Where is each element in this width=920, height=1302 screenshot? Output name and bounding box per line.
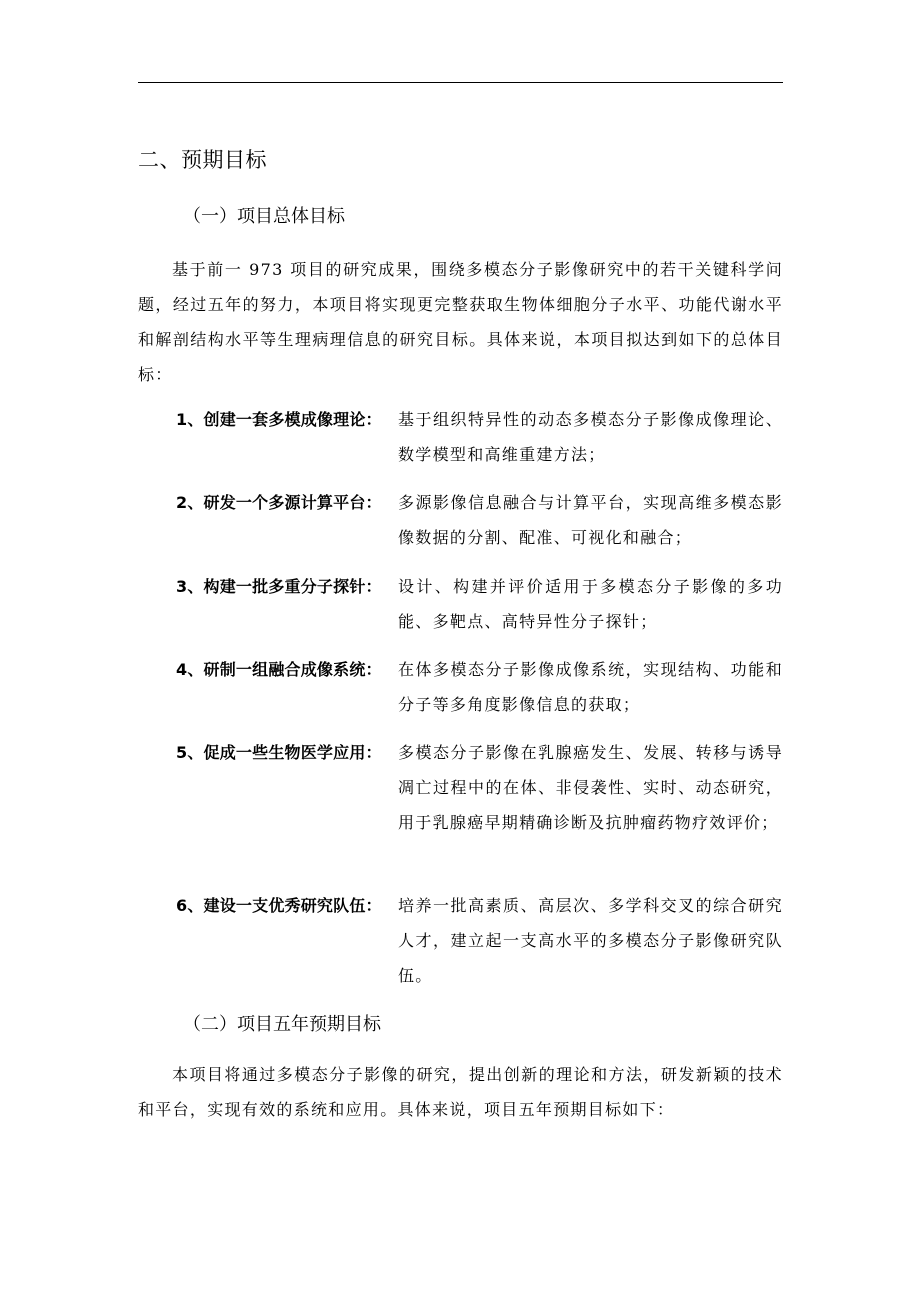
goal-item xyxy=(176,888,783,993)
goal-text: 多模态分子影像在乳腺癌发生、发展、转移与诱导凋亡过程中的在体、非侵袭性、实时、动态研究，用于乳腺癌早期精确诊断及抗肿瘤药物疗效评价； xyxy=(398,743,783,832)
section-title: 二、预期目标 xyxy=(138,148,267,172)
goal-item xyxy=(176,402,783,472)
intro-paragraph: 基于前一 973 项目的研究成果，围绕多模态分子影像研究中的若干关键科学问题，经过五年的努力，本项目将实现更完整获取生物体细胞分子水平、功能代谢水平和解剖结构水平等生理病理信息的研究目标。具体来说，本项目拟达到如下的总体目标： xyxy=(138,260,783,384)
goal-text: 基于组织特异性的动态多模态分子影像成像理论、数学模型和高维重建方法； xyxy=(398,410,783,464)
five-year-intro-paragraph: 本项目将通过多模态分子影像的研究，提出创新的理论和方法，研发新颖的技术和平台，实现有效的系统和应用。具体来说，项目五年预期目标如下： xyxy=(138,1065,783,1119)
goal-item xyxy=(176,652,783,722)
header-rule xyxy=(138,82,783,83)
goal-text: 设计、构建并评价适用于多模态分子影像的多功能、多靶点、高特异性分子探针； xyxy=(398,577,783,631)
goal-label: 2、研发一个多源计算平台： xyxy=(176,493,382,512)
subsection-title-overall-goals: （一）项目总体目标 xyxy=(183,206,345,227)
goal-text: 在体多模态分子影像成像系统，实现结构、功能和分子等多角度影像信息的获取； xyxy=(398,660,783,714)
goal-label: 3、构建一批多重分子探针： xyxy=(176,577,382,596)
goal-item xyxy=(176,735,783,840)
goal-text: 多源影像信息融合与计算平台，实现高维多模态影像数据的分割、配准、可视化和融合； xyxy=(398,493,783,547)
subsection-title-five-year-goals: （二）项目五年预期目标 xyxy=(183,1014,381,1035)
goal-label: 6、建设一支优秀研究队伍： xyxy=(176,896,382,915)
goal-item xyxy=(176,485,783,555)
goal-label: 4、研制一组融合成像系统： xyxy=(176,660,382,679)
goal-text: 培养一批高素质、高层次、多学科交叉的综合研究人才，建立起一支高水平的多模态分子影像研究队伍。 xyxy=(398,896,783,985)
goal-label: 5、促成一些生物医学应用： xyxy=(176,743,382,762)
goal-item xyxy=(176,569,783,639)
goal-label: 1、创建一套多模成像理论： xyxy=(176,410,382,429)
